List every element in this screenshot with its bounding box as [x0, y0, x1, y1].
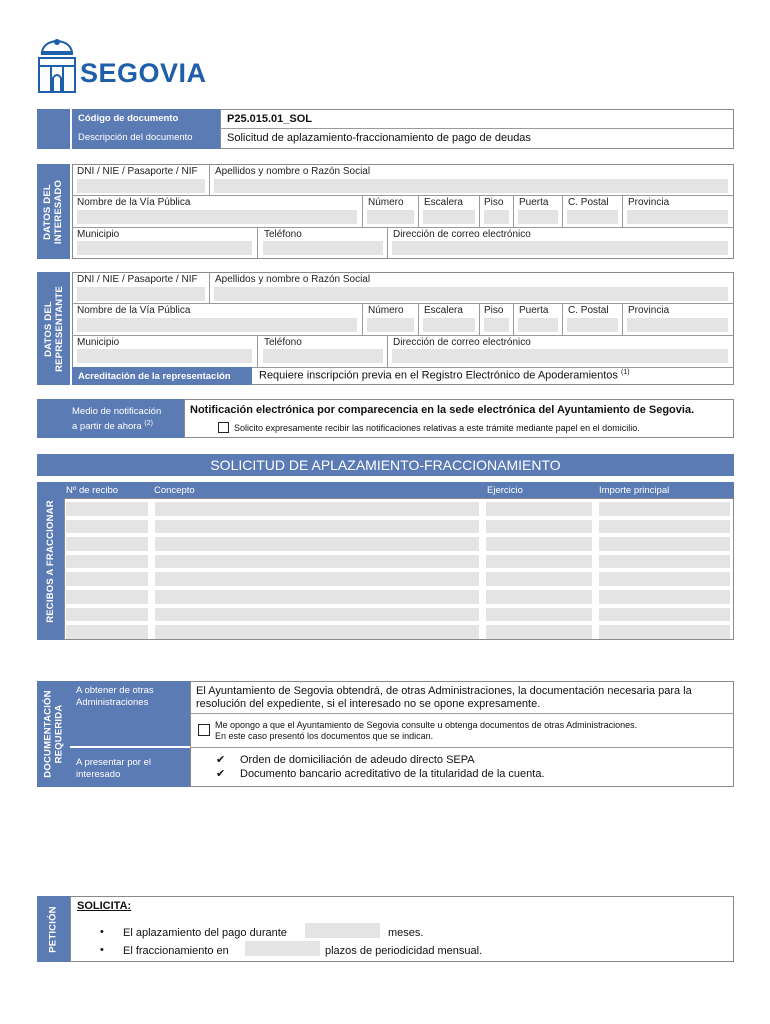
int-name-label: Apellidos y nombre o Razón Social [215, 166, 371, 177]
code-value: P25.015.01_SOL [227, 113, 313, 125]
recibos-side-label: RECIBOS A FRACCIONAR [37, 482, 64, 640]
rep-telefono-field[interactable] [263, 349, 383, 363]
recibo-field[interactable] [66, 520, 148, 534]
int-dni-field[interactable] [77, 179, 205, 193]
rep-email-label: Dirección de correo electrónico [393, 337, 531, 348]
int-name-field[interactable] [214, 179, 728, 193]
rep-name-field[interactable] [214, 287, 728, 301]
crown-tower-icon [36, 38, 78, 96]
int-municipio-label: Municipio [77, 229, 120, 240]
documentacion-side-label: DOCUMENTACIÓN REQUERIDA [37, 681, 70, 787]
recibo-field[interactable] [66, 625, 148, 639]
oponer-text-1: Me opongo a que el Ayuntamiento de Segovia consulte u obtenga documentos de otras Administraciones. [215, 720, 638, 730]
concepto-field[interactable] [155, 608, 479, 622]
acred-value: Requiere inscripción previa en el Registro Electrónico de Apoderamientos $^{(1)}$ [259, 369, 630, 382]
int-email-field[interactable] [392, 241, 728, 255]
rep-puerta-label: Puerta [519, 305, 549, 316]
meses-field[interactable] [305, 923, 380, 938]
rep-numero-field[interactable] [367, 318, 414, 332]
notif-title: Notificación electrónica por comparecencia en la sede electrónica del Ayuntamiento de Segovia. [190, 404, 695, 416]
int-puerta-label: Puerta [519, 197, 549, 208]
concepto-field[interactable] [155, 520, 479, 534]
concepto-field[interactable] [155, 537, 479, 551]
doc-item-2: Documento bancario acreditativo de la titularidad de la cuenta. [240, 768, 545, 780]
paper-notif-label: Solicito expresamente recibir las notificaciones relativas a este trámite mediante papel en el domicilio. [234, 423, 640, 433]
rep-municipio-field[interactable] [77, 349, 252, 363]
oponer-checkbox[interactable] [198, 724, 210, 736]
int-email-label: Dirección de correo electrónico [393, 229, 531, 240]
doc-item-1: Orden de domiciliación de adeudo directo SEPA [240, 754, 475, 766]
ejercicio-field[interactable] [486, 590, 592, 604]
concepto-field[interactable] [155, 502, 479, 516]
int-escalera-field[interactable] [423, 210, 475, 224]
ejercicio-field[interactable] [486, 625, 592, 639]
acred-label: Acreditación de la representación [78, 371, 231, 382]
int-numero-label: Número [368, 197, 404, 208]
meses-text: meses. [388, 927, 424, 939]
recibo-field[interactable] [66, 537, 148, 551]
obtener-text-1: El Ayuntamiento de Segovia obtendrá, de otras Administraciones, la documentación necesaria para la [196, 685, 692, 697]
col-recibo: Nº de recibo [66, 485, 119, 496]
interesado-side-label: DATOS DEL INTERESADO [37, 164, 70, 259]
paper-notif-checkbox[interactable] [218, 422, 229, 433]
rep-puerta-field[interactable] [518, 318, 558, 332]
importe-field[interactable] [599, 537, 730, 551]
importe-field[interactable] [599, 572, 730, 586]
header-side-bar [37, 109, 70, 149]
desc-value: Solicitud de aplazamiento-fraccionamiento de pago de deudas [227, 132, 531, 144]
rep-dni-field[interactable] [77, 287, 205, 301]
importe-field[interactable] [599, 555, 730, 569]
int-street-label: Nombre de la Vía Pública [77, 197, 191, 208]
rep-dni-label: DNI / NIE / Pasaporte / NIF [77, 274, 198, 285]
rep-telefono-label: Teléfono [264, 337, 302, 348]
rep-piso-field[interactable] [484, 318, 509, 332]
col-concepto: Concepto [154, 485, 195, 496]
int-puerta-field[interactable] [518, 210, 558, 224]
solicita-title: SOLICITA: [77, 900, 132, 912]
plazos-text: plazos de periodicidad mensual. [325, 945, 483, 957]
notif-label-2: a partir de ahora $^{(2)}$ [72, 420, 153, 433]
rep-email-field[interactable] [392, 349, 728, 363]
importe-field[interactable] [599, 502, 730, 516]
rep-escalera-field[interactable] [423, 318, 475, 332]
concepto-field[interactable] [155, 572, 479, 586]
ejercicio-field[interactable] [486, 537, 592, 551]
presentar-label: A presentar por el interesado [76, 757, 151, 780]
rep-provincia-field[interactable] [627, 318, 728, 332]
recibo-field[interactable] [66, 502, 148, 516]
concepto-field[interactable] [155, 590, 479, 604]
obtener-text-2: resolución del expediente, si el interesado no se opone expresamente. [196, 698, 541, 710]
int-provincia-field[interactable] [627, 210, 728, 224]
int-street-field[interactable] [77, 210, 357, 224]
check-icon: ✔ [216, 754, 226, 766]
rep-cpostal-field[interactable] [567, 318, 618, 332]
int-provincia-label: Provincia [628, 197, 670, 208]
code-label: Código de documento [78, 113, 179, 124]
rep-name-label: Apellidos y nombre o Razón Social [215, 274, 371, 285]
recibo-field[interactable] [66, 608, 148, 622]
oponer-text-2: En este caso presentó los documentos que se indican. [215, 731, 434, 741]
ejercicio-field[interactable] [486, 520, 592, 534]
int-numero-field[interactable] [367, 210, 414, 224]
concepto-field[interactable] [155, 625, 479, 639]
ejercicio-field[interactable] [486, 555, 592, 569]
importe-field[interactable] [599, 625, 730, 639]
rep-street-label: Nombre de la Vía Pública [77, 305, 191, 316]
desc-label: Descripción del documento [78, 132, 193, 143]
rep-provincia-label: Provincia [628, 305, 670, 316]
int-cpostal-label: C. Postal [568, 197, 609, 208]
ejercicio-field[interactable] [486, 502, 592, 516]
brand-name: SEGOVIA [80, 58, 207, 88]
int-telefono-label: Teléfono [264, 229, 302, 240]
importe-field[interactable] [599, 608, 730, 622]
plazos-field[interactable] [245, 941, 320, 956]
ejercicio-field[interactable] [486, 608, 592, 622]
importe-field[interactable] [599, 520, 730, 534]
fraccionamiento-text: El fraccionamiento en [123, 945, 229, 957]
obtener-label: A obtener de otras Administraciones [76, 685, 154, 708]
aplazamiento-text: El aplazamiento del pago durante [123, 927, 287, 939]
rep-municipio-label: Municipio [77, 337, 120, 348]
bullet: • [100, 944, 104, 956]
notif-label-1: Medio de notificación [72, 406, 162, 417]
int-escalera-label: Escalera [424, 197, 463, 208]
int-piso-label: Piso [484, 197, 504, 208]
rep-numero-label: Número [368, 305, 404, 316]
int-piso-field[interactable] [484, 210, 509, 224]
peticion-side-label: PETICIÓN [37, 896, 70, 962]
ejercicio-field[interactable] [486, 572, 592, 586]
int-municipio-field[interactable] [77, 241, 252, 255]
recibo-field[interactable] [66, 590, 148, 604]
recibo-field[interactable] [66, 572, 148, 586]
int-cpostal-field[interactable] [567, 210, 618, 224]
int-dni-label: DNI / NIE / Pasaporte / NIF [77, 166, 198, 177]
rep-street-field[interactable] [77, 318, 357, 332]
rep-piso-label: Piso [484, 305, 504, 316]
representante-side-label: DATOS DEL REPRESENTANTE [37, 272, 70, 385]
check-icon: ✔ [216, 768, 226, 780]
rep-escalera-label: Escalera [424, 305, 463, 316]
bullet: • [100, 926, 104, 938]
solicitud-heading: SOLICITUD DE APLAZAMIENTO-FRACCIONAMIENTO [210, 457, 561, 473]
rep-cpostal-label: C. Postal [568, 305, 609, 316]
recibo-field[interactable] [66, 555, 148, 569]
col-ejercicio: Ejercicio [487, 485, 523, 496]
importe-field[interactable] [599, 590, 730, 604]
int-telefono-field[interactable] [263, 241, 383, 255]
concepto-field[interactable] [155, 555, 479, 569]
segovia-logo [36, 38, 207, 98]
col-importe: Importe principal [599, 485, 670, 496]
